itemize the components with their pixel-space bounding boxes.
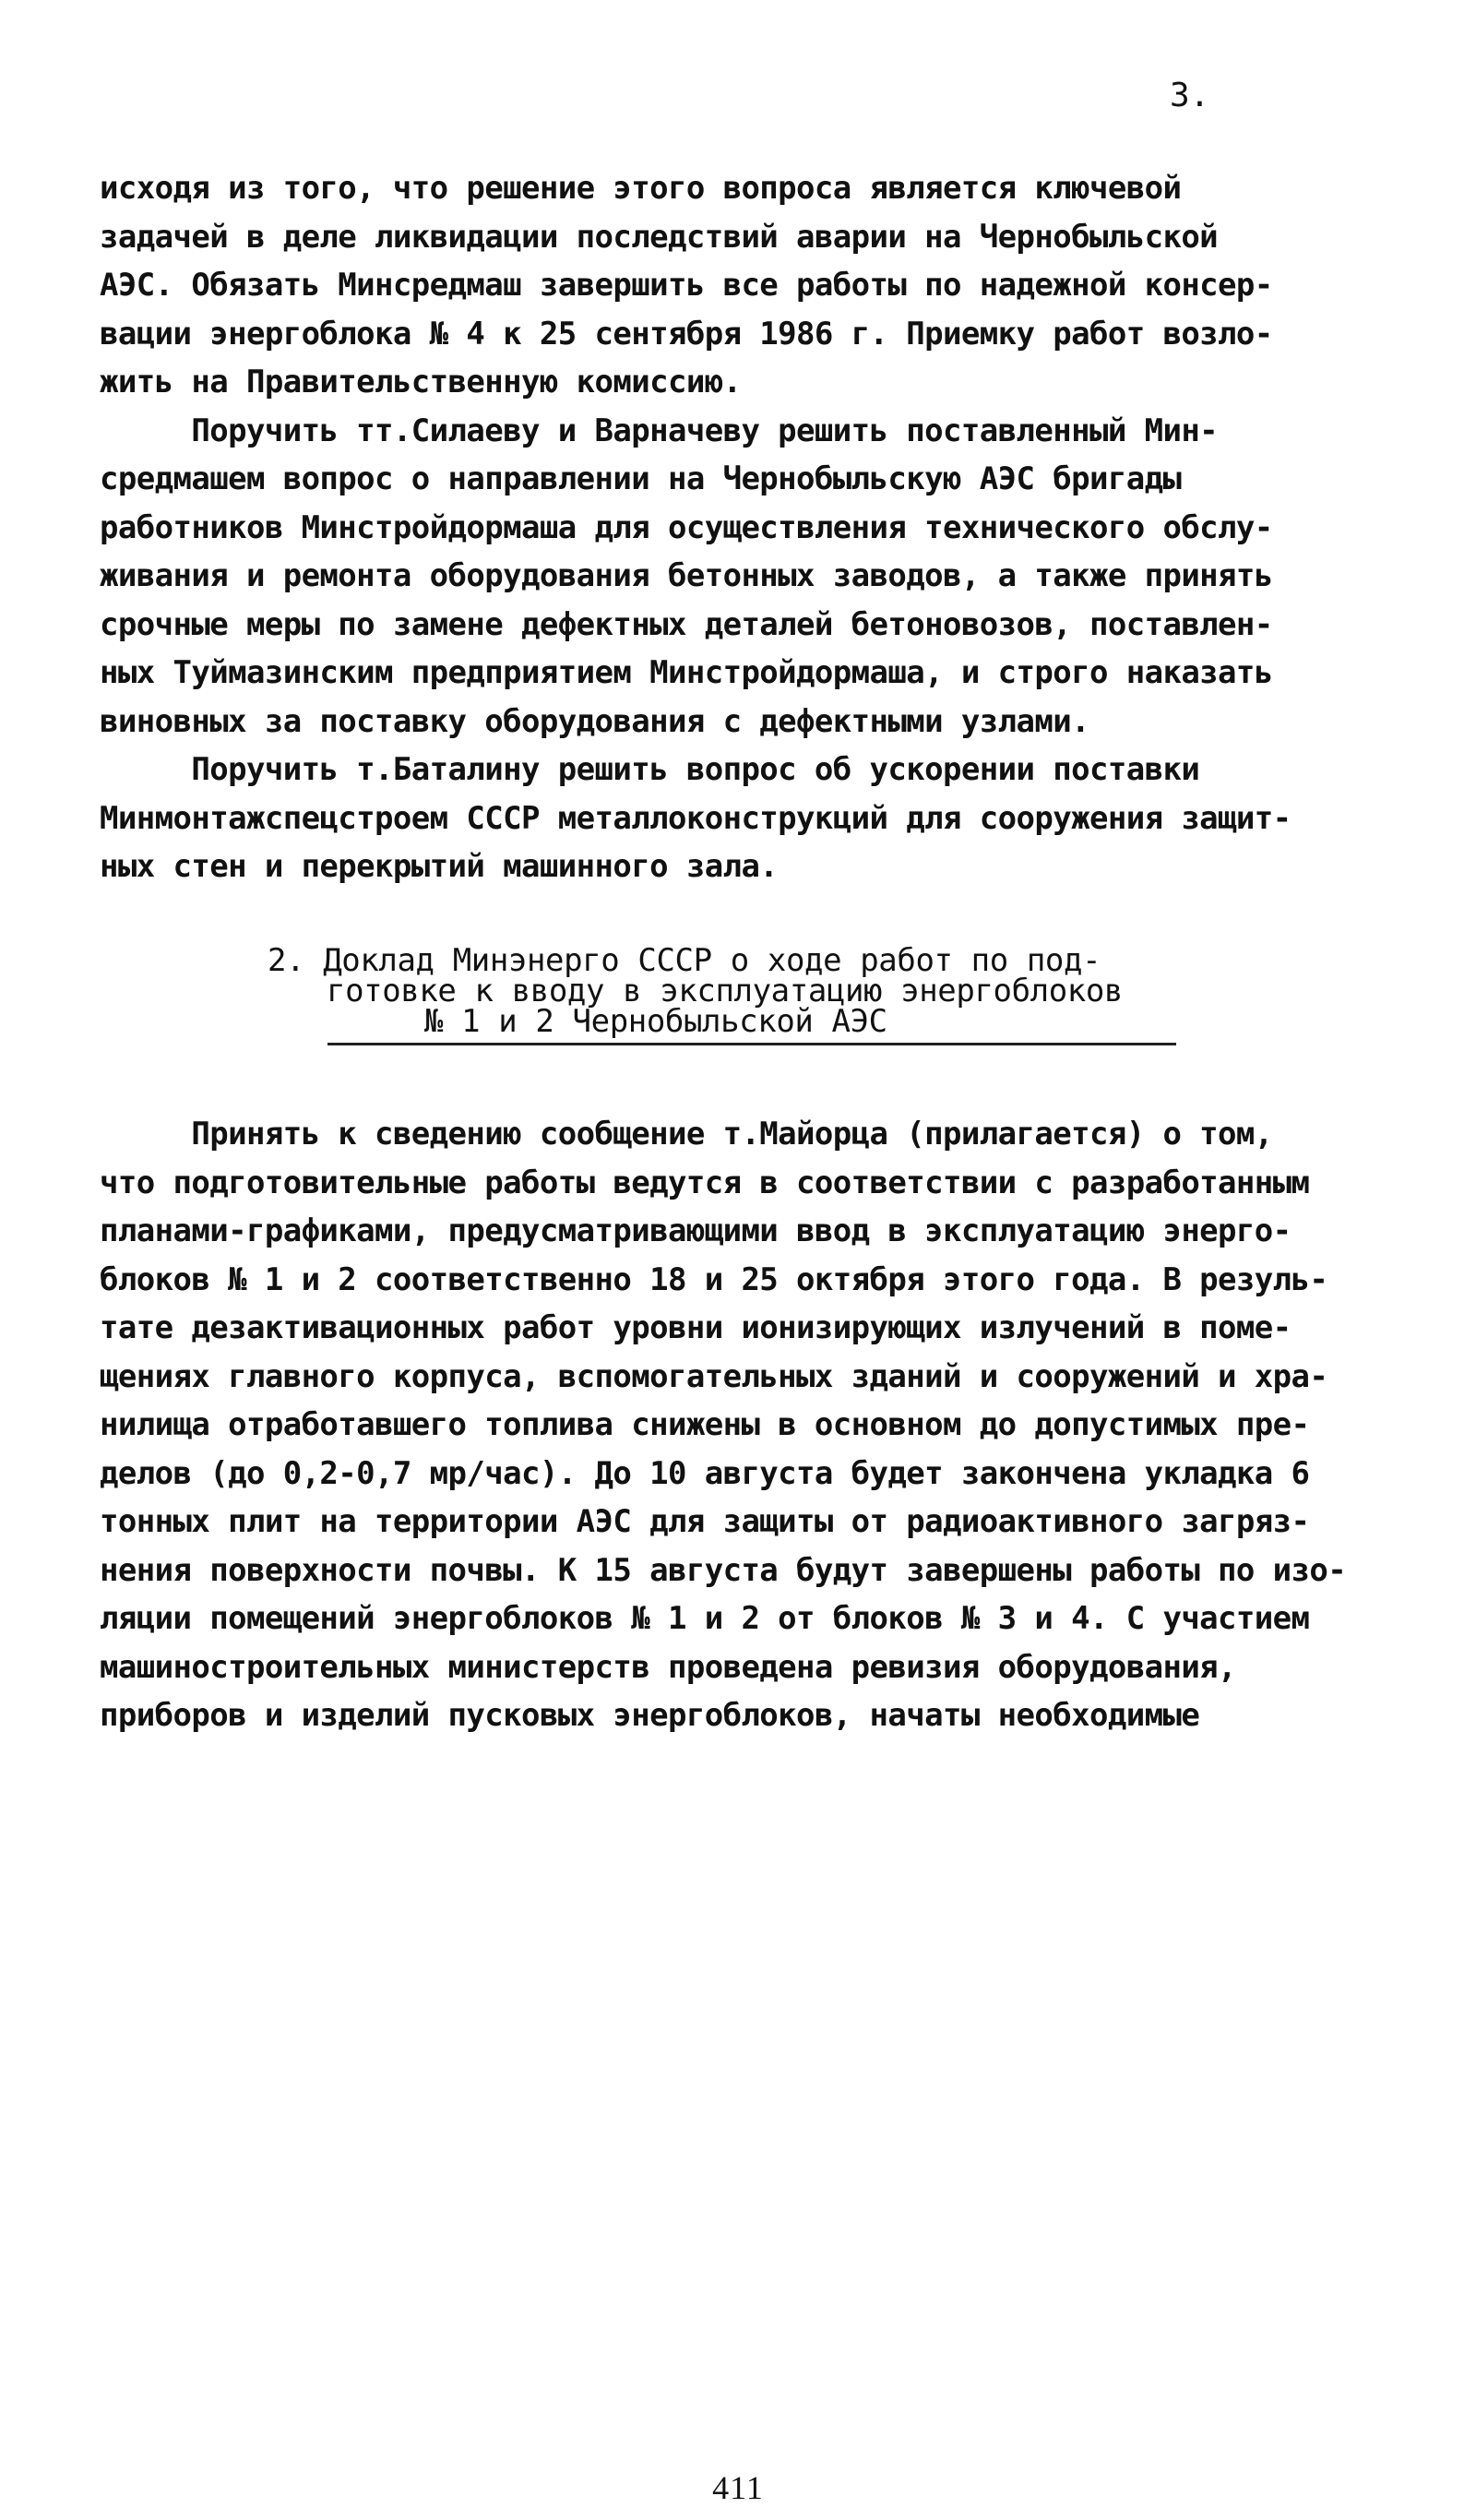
heading-line: 2. Доклад Минэнерго СССР о ходе работ по под- — [268, 942, 1101, 979]
text-line: Поручить т.Баталину решить вопрос об ускорении поставки — [100, 751, 1200, 788]
text-line: Поручить тт.Силаеву и Варначеву решить поставленный Мин- — [100, 412, 1219, 449]
text-line: работников Минстройдормаша для осуществления технического обслу- — [100, 508, 1273, 546]
paragraph-block-2 — [100, 1110, 1363, 1740]
text-line: ных Туймазинским предприятием Минстройдормаша, и строго наказать — [100, 654, 1273, 691]
text-line: Принять к сведению сообщение т.Майорца (прилагается) о том, — [100, 1116, 1273, 1153]
text-line: АЭС. Обязать Минсредмаш завершить все работы по надежной консер- — [100, 267, 1273, 304]
text-line: виновных за поставку оборудования с дефектными узлами. — [100, 702, 1089, 740]
text-line: тате дезактивационных работ уровни ионизирующих излучений в поме- — [100, 1309, 1292, 1346]
text-line: Минмонтажспецстроем СССР металлоконструкций для сооружения защит- — [100, 799, 1292, 837]
section-heading — [268, 942, 1190, 1040]
text-line: машиностроительных министерств проведена ревизия оборудования, — [100, 1648, 1236, 1686]
text-line: нилища отработавшего топлива снижены в основном до допустимых пре- — [100, 1406, 1310, 1443]
text-line: тонных плит на территории АЭС для защиты от радиоактивного загряз- — [100, 1503, 1310, 1540]
text-line: ляции помещений энергоблоков № 1 и 2 от блоков № 3 и 4. С участием — [100, 1600, 1310, 1637]
text-line: вации энергоблока № 4 к 25 сентября 1986 г. Приемку работ возло- — [100, 315, 1273, 352]
text-line: живания и ремонта оборудования бетонных заводов, а также принять — [100, 557, 1273, 594]
text-line: средмашем вопрос о направлении на Чернобыльскую АЭС бригады — [100, 460, 1182, 497]
text-line: блоков № 1 и 2 соответственно 18 и 25 октября этого года. В резуль- — [100, 1260, 1328, 1298]
text-line: приборов и изделий пусковых энергоблоков, начаты необходимые — [100, 1697, 1200, 1734]
text-line: исходя из того, что решение этого вопроса является ключевой — [100, 170, 1182, 207]
text-line: щениях главного корпуса, вспомогательных зданий и сооружений и хра- — [100, 1357, 1328, 1395]
text-line: ных стен и перекрытий машинного зала. — [100, 848, 779, 885]
heading-line: готовке к вводу в эксплуатацию энергоблоков — [327, 973, 1123, 1009]
heading-line: № 1 и 2 Чернобыльской АЭС — [424, 1003, 887, 1040]
text-line: планами-графиками, предусматривающими ввод в эксплуатацию энерго- — [100, 1212, 1292, 1249]
page-number: 3. — [1170, 77, 1210, 114]
text-line: срочные меры по замене дефектных деталей бетоновозов, поставлен- — [100, 605, 1273, 643]
text-line: жить на Правительственную комиссию. — [100, 364, 742, 400]
paragraph-block-1 — [100, 164, 1363, 891]
text-line: задачей в деле ликвидации последствий аварии на Чернобыльской — [100, 218, 1219, 256]
archive-page-number: 411 — [712, 2469, 764, 2506]
text-line: делов (до 0,2-0,7 мр/час). До 10 августа будет закончена укладка 6 — [100, 1454, 1310, 1492]
text-line: нения поверхности почвы. К 15 августа будут завершены работы по изо- — [100, 1551, 1347, 1589]
heading-underline — [327, 1043, 1176, 1045]
text-line: что подготовительные работы ведутся в соответствии с разработанным — [100, 1164, 1310, 1201]
